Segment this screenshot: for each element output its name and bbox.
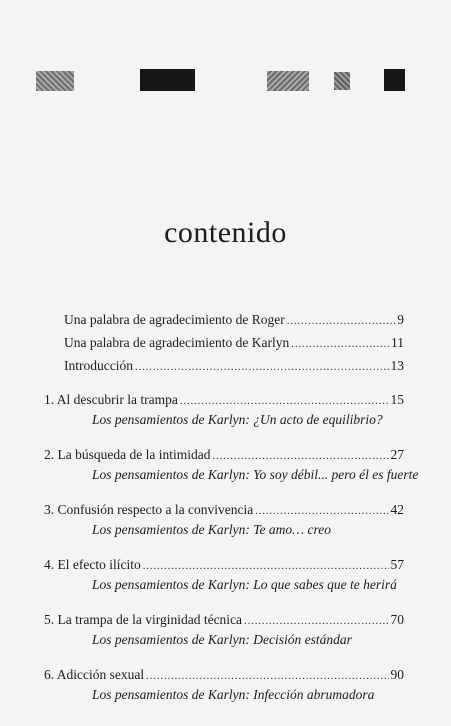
dot-leader — [146, 666, 388, 686]
toc-page-number: 70 — [390, 612, 404, 627]
chapter-title: 5. La trampa de la virginidad técnica — [44, 612, 243, 627]
table-of-contents — [44, 310, 419, 704]
toc-page-number: 15 — [390, 392, 404, 407]
chapter-subtitle: Los pensamientos de Karlyn: Yo soy débil... pero él es fuerte — [92, 467, 419, 482]
toc-entry-label: Una palabra de agradecimiento de Karlyn — [64, 335, 290, 350]
dot-leader — [291, 334, 389, 354]
front-matter-list — [64, 310, 404, 376]
chapter-entry — [44, 390, 404, 429]
chapter-title-line[interactable] — [44, 665, 404, 685]
chapter-entry — [44, 445, 419, 484]
toc-page-number: 13 — [390, 358, 404, 373]
dot-leader — [180, 391, 389, 411]
toc-page-number: 42 — [390, 502, 404, 517]
chapter-subtitle: Los pensamientos de Karlyn: Decisión estándar — [92, 632, 352, 647]
chapter-title-line[interactable] — [44, 390, 404, 410]
chapter-subtitle: Los pensamientos de Karlyn: Te amo… creo — [92, 522, 331, 537]
chapter-title: 1. Al descubrir la trampa — [44, 392, 178, 407]
dot-leader — [255, 501, 388, 521]
toc-page-number: 11 — [391, 335, 404, 350]
chapter-entry — [44, 610, 404, 649]
chapter-title: 6. Adicción sexual — [44, 667, 145, 682]
chapter-subtitle: Los pensamientos de Karlyn: Infección abrumadora — [92, 687, 375, 702]
toc-entry-label: Una palabra de agradecimiento de Roger — [64, 312, 285, 327]
chapter-title-line[interactable] — [44, 445, 404, 465]
decorative-block — [384, 69, 405, 91]
decorative-block — [36, 71, 74, 91]
dot-leader — [244, 611, 388, 631]
page-title: contenido — [164, 216, 287, 250]
decorative-block-row — [0, 69, 451, 91]
decorative-block — [334, 72, 350, 90]
toc-entry[interactable] — [64, 310, 404, 330]
chapter-subtitle: Los pensamientos de Karlyn: Lo que sabes que te herirá — [92, 577, 397, 592]
toc-entry-label: Introducción — [64, 358, 133, 373]
dot-leader — [135, 357, 389, 377]
toc-entry[interactable] — [64, 356, 404, 376]
toc-page-number: 90 — [390, 667, 404, 682]
dot-leader — [287, 311, 395, 331]
chapter-entry — [44, 665, 404, 704]
toc-page-number: 9 — [397, 312, 404, 327]
chapter-title: 3. Confusión respecto a la convivencia — [44, 502, 254, 517]
chapter-title-line[interactable] — [44, 555, 404, 575]
chapter-title: 4. El efecto ilícito — [44, 557, 141, 572]
dot-leader — [212, 446, 388, 466]
chapter-entry — [44, 555, 404, 594]
chapter-title: 2. La búsqueda de la intimidad — [44, 447, 211, 462]
chapter-subtitle: Los pensamientos de Karlyn: ¿Un acto de equilibrio? — [92, 412, 383, 427]
dot-leader — [143, 556, 389, 576]
toc-page-number: 27 — [390, 447, 404, 462]
chapter-entry — [44, 500, 404, 539]
toc-page-number: 57 — [390, 557, 404, 572]
chapter-title-line[interactable] — [44, 610, 404, 630]
toc-entry[interactable] — [64, 333, 404, 353]
decorative-block — [267, 71, 309, 91]
chapter-title-line[interactable] — [44, 500, 404, 520]
decorative-block — [140, 69, 195, 91]
